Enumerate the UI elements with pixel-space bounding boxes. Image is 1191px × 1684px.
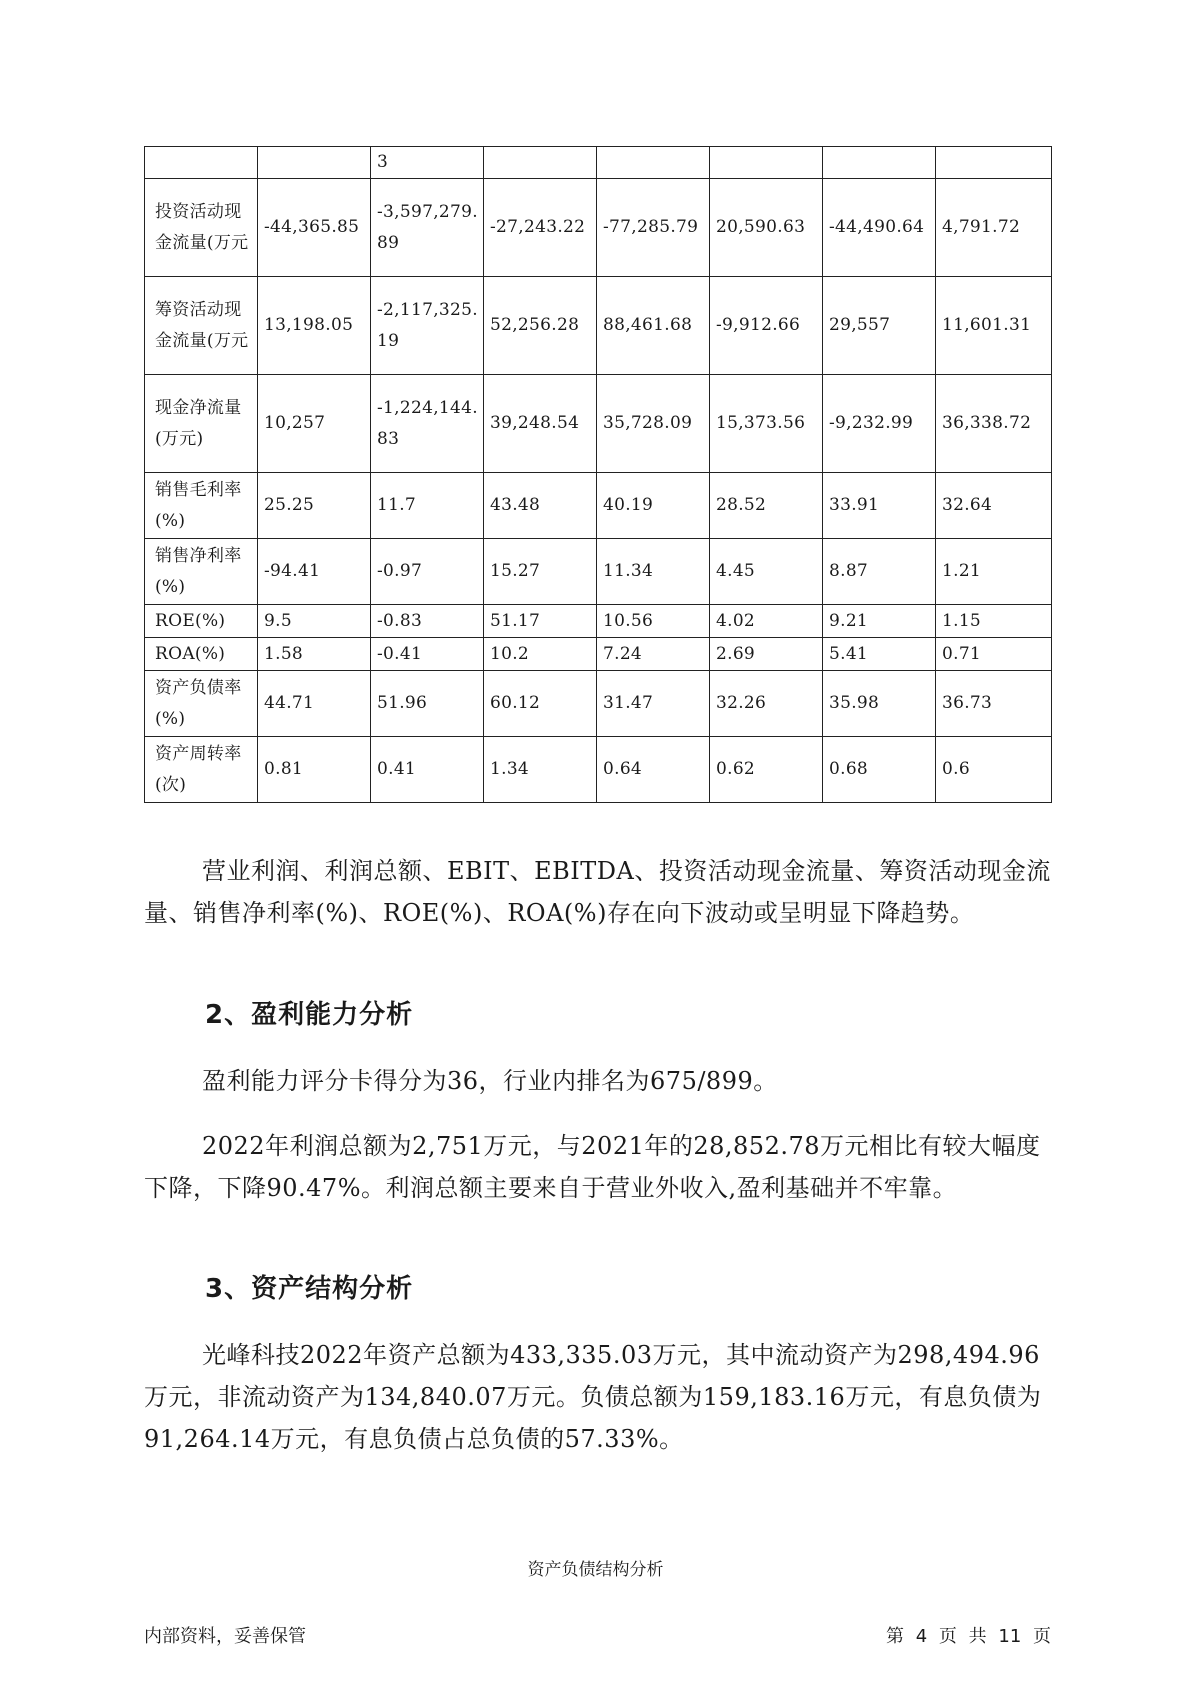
row-label: 资产负债率(%)	[145, 671, 258, 737]
figure-caption: 资产负债结构分析	[527, 1560, 664, 1580]
row-label	[145, 147, 258, 179]
table-cell: 11.34	[597, 539, 710, 605]
table-cell: 5.41	[823, 638, 936, 671]
table-cell: 8.87	[823, 539, 936, 605]
table-cell: 1.34	[484, 737, 597, 803]
table-cell	[823, 147, 936, 179]
table-cell: 60.12	[484, 671, 597, 737]
table-cell: -0.97	[371, 539, 484, 605]
profit-paragraph: 2022年利润总额为2,751万元，与2021年的28,852.78万元相比有较大幅度下降，下降90.47%。利润总额主要来自于营业外收入,盈利基础并不牢靠。	[144, 1132, 1041, 1202]
table-row	[145, 147, 1052, 179]
row-label: 现金净流量(万元)	[145, 375, 258, 473]
table-cell: 20,590.63	[710, 179, 823, 277]
asset-paragraph: 光峰科技2022年资产总额为433,335.03万元，其中流动资产为298,494.96万元，非流动资产为134,840.07万元。负债总额为159,183.16万元，有息负债为91,264.14万元，有息负债占总负债的57.33%。	[144, 1341, 1042, 1453]
table-cell	[484, 147, 597, 179]
table-cell: 51.96	[371, 671, 484, 737]
table-cell: 10.2	[484, 638, 597, 671]
row-label: 筹资活动现金流量(万元	[145, 277, 258, 375]
table-row	[145, 375, 1052, 473]
table-cell: 4,791.72	[936, 179, 1052, 277]
financial-indicators-table	[144, 146, 1052, 803]
table-cell: -94.41	[258, 539, 371, 605]
table-cell: -0.83	[371, 605, 484, 638]
table-cell: 36,338.72	[936, 375, 1052, 473]
table-row	[145, 671, 1052, 737]
table-cell: 0.71	[936, 638, 1052, 671]
row-label: 投资活动现金流量(万元	[145, 179, 258, 277]
table-cell: -3,597,279.89	[371, 179, 484, 277]
table-cell: 35,728.09	[597, 375, 710, 473]
table-row	[145, 638, 1052, 671]
table-cell	[258, 147, 371, 179]
table-cell: -44,365.85	[258, 179, 371, 277]
table-row	[145, 539, 1052, 605]
table-cell: 44.71	[258, 671, 371, 737]
table-cell: -1,224,144.83	[371, 375, 484, 473]
table-cell: 33.91	[823, 473, 936, 539]
table-cell: 35.98	[823, 671, 936, 737]
table-cell: 0.62	[710, 737, 823, 803]
table-row	[145, 277, 1052, 375]
table-cell: 28.52	[710, 473, 823, 539]
table-cell	[936, 147, 1052, 179]
table-cell: -44,490.64	[823, 179, 936, 277]
table-cell: 0.68	[823, 737, 936, 803]
table-cell: 10,257	[258, 375, 371, 473]
table-cell: -0.41	[371, 638, 484, 671]
table-cell: -27,243.22	[484, 179, 597, 277]
table-cell: 29,557	[823, 277, 936, 375]
table-cell	[710, 147, 823, 179]
table-cell	[597, 147, 710, 179]
table-cell: -9,912.66	[710, 277, 823, 375]
table-cell: 43.48	[484, 473, 597, 539]
table-cell: 15,373.56	[710, 375, 823, 473]
row-label: ROA(%)	[145, 638, 258, 671]
row-label: 资产周转率(次)	[145, 737, 258, 803]
section-heading-asset-structure: 3、资产结构分析	[205, 1274, 414, 1304]
table-cell: 0.6	[936, 737, 1052, 803]
table-cell: 0.64	[597, 737, 710, 803]
table-cell: 9.21	[823, 605, 936, 638]
row-label: 销售净利率(%)	[145, 539, 258, 605]
table-cell: 32.26	[710, 671, 823, 737]
row-label: 销售毛利率(%)	[145, 473, 258, 539]
table-cell: 25.25	[258, 473, 371, 539]
table-cell: 52,256.28	[484, 277, 597, 375]
table-cell: 36.73	[936, 671, 1052, 737]
table-cell: 31.47	[597, 671, 710, 737]
table-cell: 4.45	[710, 539, 823, 605]
table-cell: 7.24	[597, 638, 710, 671]
table-cell: 0.41	[371, 737, 484, 803]
table-cell: 40.19	[597, 473, 710, 539]
table-cell: 15.27	[484, 539, 597, 605]
table-cell: 3	[371, 147, 484, 179]
score-paragraph: 盈利能力评分卡得分为36，行业内排名为675/899。	[202, 1067, 778, 1095]
table-cell: 2.69	[710, 638, 823, 671]
row-label: ROE(%)	[145, 605, 258, 638]
table-cell: 88,461.68	[597, 277, 710, 375]
trend-paragraph: 营业利润、利润总额、EBIT、EBITDA、投资活动现金流量、筹资活动现金流量、销售净利率(%)、ROE(%)、ROA(%)存在向下波动或呈明显下降趋势。	[144, 857, 1051, 927]
section-heading-profitability: 2、盈利能力分析	[205, 1000, 414, 1030]
table-cell: 1.15	[936, 605, 1052, 638]
table-cell: 9.5	[258, 605, 371, 638]
table-cell: 0.81	[258, 737, 371, 803]
table-cell: 1.58	[258, 638, 371, 671]
table-cell: 4.02	[710, 605, 823, 638]
footer-confidential-note: 内部资料，妥善保管	[144, 1626, 306, 1647]
table-cell: 32.64	[936, 473, 1052, 539]
table-cell: 13,198.05	[258, 277, 371, 375]
table-cell: 39,248.54	[484, 375, 597, 473]
table-cell: -9,232.99	[823, 375, 936, 473]
table-cell: 51.17	[484, 605, 597, 638]
page-number: 第 4 页 共 11 页	[886, 1626, 1051, 1647]
table-row	[145, 179, 1052, 277]
table-row	[145, 473, 1052, 539]
table-cell: 1.21	[936, 539, 1052, 605]
table-row	[145, 737, 1052, 803]
table-cell: -77,285.79	[597, 179, 710, 277]
table-cell: 11,601.31	[936, 277, 1052, 375]
table-cell: 10.56	[597, 605, 710, 638]
table-cell: -2,117,325.19	[371, 277, 484, 375]
table-row	[145, 605, 1052, 638]
table-cell: 11.7	[371, 473, 484, 539]
